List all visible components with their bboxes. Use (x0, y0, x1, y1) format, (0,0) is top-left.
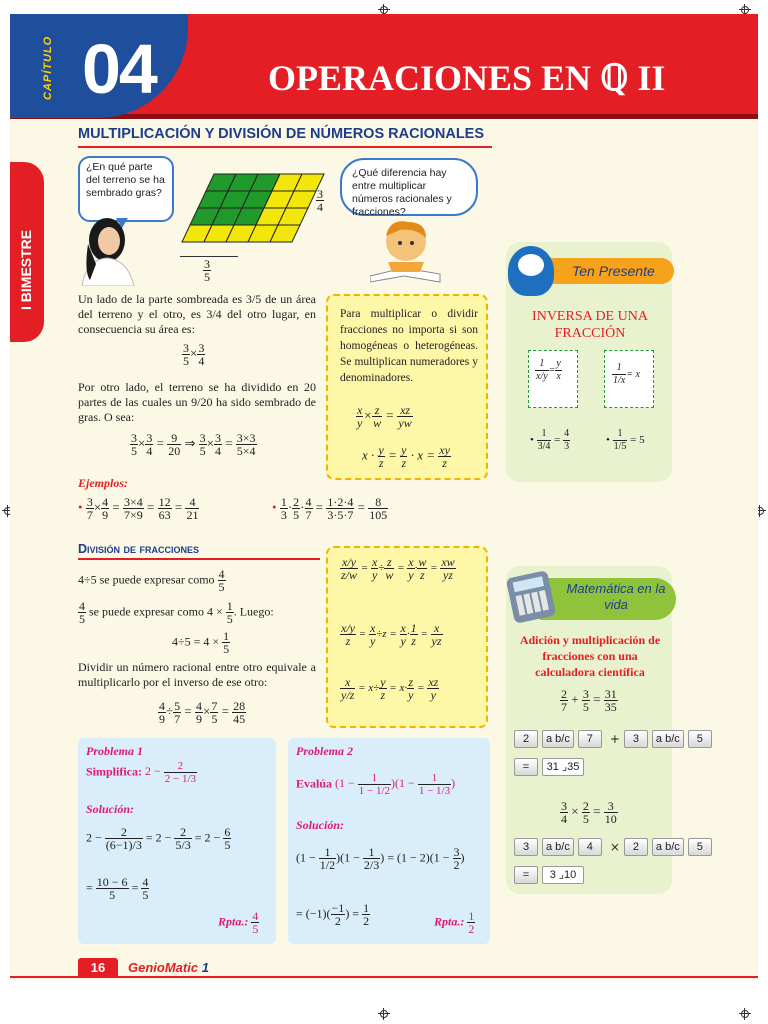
inverse-formula-2: $\frac{1}{1/x}$ = x (613, 362, 640, 386)
inverse-formula-1: $\frac{1}{x/y}$ = $\frac{y}{x}$ (536, 358, 561, 382)
calc-key[interactable]: 2 (514, 730, 538, 748)
field-grid-diagram (176, 170, 326, 250)
problem-2-step-1: (1 − $\frac{1}{1/2}$ )(1 − $\frac{1}{2/3}$ ) = (1 − 2)(1 − $\frac{3}{2}$ ) (296, 845, 465, 872)
calculator-heading: Adición y multiplicación de fracciones con una calculadora científica (519, 633, 661, 679)
problem-1-answer: Rpta.: $\frac{4}{5}$ (218, 909, 259, 936)
division-formula-3: $\frac{x}{y/z}$ = x÷ $\frac{y}{z}$ = x· $\frac{z}{y}$ = $\frac{xz}{y}$ (341, 675, 439, 702)
division-formula-1: $\frac{x/y}{z/w}$ = $\frac{x}{y}$ ÷ $\frac{z}{w}$ = $\frac{x}{y}$ · $\frac{w}{z}$ = $\frac{xw}{yz}$ (341, 555, 455, 582)
problem-1-label: Problema 1 (86, 744, 143, 758)
calc-sum-expression: $\frac{2}{7}$ + $\frac{3}{5}$ = $\frac{31}{35}$ (561, 687, 617, 714)
problem-1-solution-label: Solución: (86, 802, 135, 816)
brain-head-icon (508, 246, 554, 296)
rule-text: Para multiplicar o dividir fracciones no importa si son homogéneas o heterogéneas. Se multiplican numeradores y denominadores. (340, 308, 478, 384)
division-paragraph: Dividir un número racional entre otro equivale a multiplicarlo por el inverso de ese otro: (78, 660, 316, 689)
area-expression: $\frac{3}{5}$ × $\frac{3}{4}$ (183, 341, 205, 368)
section-title: MULTIPLICACIÓN Y DIVISIÓN DE NÚMEROS RACIONALES (78, 126, 485, 142)
problem-2-answer: Rpta.: $\frac{1}{2}$ (434, 909, 475, 936)
page-number: 16 (78, 958, 118, 978)
calc-key[interactable]: 5 (688, 730, 712, 748)
problem-1-step-1: 2 − $\frac{2}{(6-1)/3}$ = 2 − $\frac{2}{5/3}$ = 2 − $\frac{6}{5}$ (86, 825, 231, 852)
calc-key-fraction[interactable]: a b/c (542, 838, 574, 856)
problem-2-statement: Evalúa (1 − $\frac{1}{1 - 1/2}$ )(1 − $\frac{1}{1 - 1/3}$ ) (296, 772, 456, 797)
calc-key[interactable]: 7 (578, 730, 602, 748)
calc-display-2: 3 ⌟10 (542, 866, 584, 884)
division-underline (78, 558, 320, 560)
crop-mark-icon (739, 1008, 751, 1020)
calc-key[interactable]: 5 (688, 838, 712, 856)
problem-1-step-2: = $\frac{10 - 6}{5}$ = $\frac{4}{5}$ (86, 875, 149, 902)
calc-key[interactable]: 2 (624, 838, 648, 856)
speech-bubble-left: ¿En qué parte del terreno se ha sembrado gras? (78, 156, 174, 222)
calc-key[interactable]: 4 (578, 838, 602, 856)
division-example: $\frac{4}{9}$ ÷ $\frac{5}{7}$ = $\frac{4}{9}$ × $\frac{7}{5}$ = $\frac{28}{45}$ (159, 699, 246, 726)
division-formula-2: $\frac{x/y}{z}$ = $\frac{x}{y}$ ÷z = $\frac{x}{y}$ · $\frac{1}{z}$ = $\frac{x}{yz}$ (341, 621, 442, 648)
header-stripe (10, 114, 758, 119)
problem-1-statement: Simplifica: 2 − $\frac{2}{2 - 1/3}$ (86, 760, 197, 785)
grid-horizontal-fraction: $\frac{3}{5}$ (204, 257, 210, 284)
chapter-word: CAPÍTULO (42, 35, 54, 100)
division-line-2: $\frac{4}{5}$ se puede expresar como 4 × $\frac{1}{5}$ . Luego: (79, 599, 274, 626)
division-title: División de fracciones (78, 542, 199, 556)
problem-2-step-2: = (−1)( $\frac{-1}{2}$ ) = $\frac{1}{2}$ (296, 901, 370, 928)
calc-key-equals[interactable]: = (514, 758, 538, 776)
inverse-example-2: • $\frac{1}{1/5}$ = 5 (606, 428, 645, 452)
intro-paragraph: Un lado de la parte sombreada es 3/5 de un área del terreno y el otro, es 3/4 del otro lugar, en consecuencia su área es: (78, 292, 316, 336)
area-calculation: $\frac{3}{5}$ × $\frac{3}{4}$ = $\frac{9}{20}$ ⇒ $\frac{3}{5}$ × $\frac{3}{4}$ = $\frac{3\times 3}{5\times 4}$ (131, 431, 256, 458)
calc-keys-row-2: 3 a b/c 4 × 2 a b/c 5 (514, 836, 716, 856)
page-title: OPERACIONES EN ℚ II (268, 58, 666, 98)
calc-key[interactable]: 3 (624, 730, 648, 748)
grid-vertical-fraction: $\frac{3}{4}$ (317, 187, 323, 214)
calc-key-fraction[interactable]: a b/c (652, 838, 684, 856)
chapter-number: 04 (82, 30, 156, 108)
calc-result-row-2 (514, 864, 588, 884)
division-line-3: 4÷5 = 4 × $\frac{1}{5}$ (172, 629, 230, 656)
calc-key[interactable]: 3 (514, 838, 538, 856)
problem-2-solution-label: Solución: (296, 818, 345, 832)
crop-mark-icon (378, 1008, 390, 1020)
calc-key-fraction[interactable]: a b/c (542, 730, 574, 748)
side-tab-label: I BIMESTRE (18, 229, 34, 310)
ejemplos-label: Ejemplos: (78, 476, 128, 490)
problem-2-label: Problema 2 (296, 744, 353, 758)
section-underline (78, 146, 492, 148)
calc-display-1: 31 ⌟35 (542, 758, 584, 776)
division-line-1: 4÷5 se puede expresar como $\frac{4}{5}$ (78, 567, 225, 594)
student-girl-illustration (76, 214, 138, 286)
second-paragraph: Por otro lado, el terreno se ha dividido en 20 partes de las cuales un 9/20 ha sido sembrado de gras. O sea: (78, 380, 316, 424)
rule-formula-2: x · $\frac{y}{z}$ = $\frac{y}{z}$ · x = $\frac{xy}{z}$ (362, 443, 450, 470)
calc-key-equals[interactable]: = (514, 866, 538, 884)
brand-name: GenioMatic 1 (128, 960, 209, 975)
example-2: • $\frac{1}{3}$ · $\frac{2}{5}$ · $\frac{4}{7}$ = $\frac{1\cdot 2\cdot 4}{3\cdot 5\cdot 7}$ = $\frac{8}{105}$ (272, 495, 388, 522)
ten-presente-label: Ten Presente (572, 263, 655, 279)
student-boy-illustration (370, 216, 442, 284)
footer-rule (10, 976, 758, 978)
calc-keys-row-1: 2 a b/c 7 + 3 a b/c 5 (514, 728, 716, 748)
rule-formula-1: $\frac{x}{y}$ × $\frac{z}{w}$ = $\frac{xz}{yw}$ (357, 403, 412, 430)
inverse-example-1: • $\frac{1}{3/4}$ = $\frac{4}{3}$ (530, 428, 570, 452)
speech-bubble-right: ¿Qué diferencia hay entre multiplicar números racionales y fracciones? (340, 158, 478, 216)
example-1: • $\frac{3}{7}$ × $\frac{4}{9}$ = $\frac{3\times 4}{7\times 9}$ = $\frac{12}{63}$ = $\frac{4}{21}$ (78, 495, 199, 522)
calc-result-row-1 (514, 756, 588, 776)
inverse-heading: INVERSA DE UNA FRACCIÓN (532, 309, 648, 341)
matematica-label: Matemática en la vida (566, 581, 666, 612)
calc-product-expression: $\frac{3}{4}$ × $\frac{2}{5}$ = $\frac{3}{10}$ (561, 799, 617, 826)
calc-key-fraction[interactable]: a b/c (652, 730, 684, 748)
